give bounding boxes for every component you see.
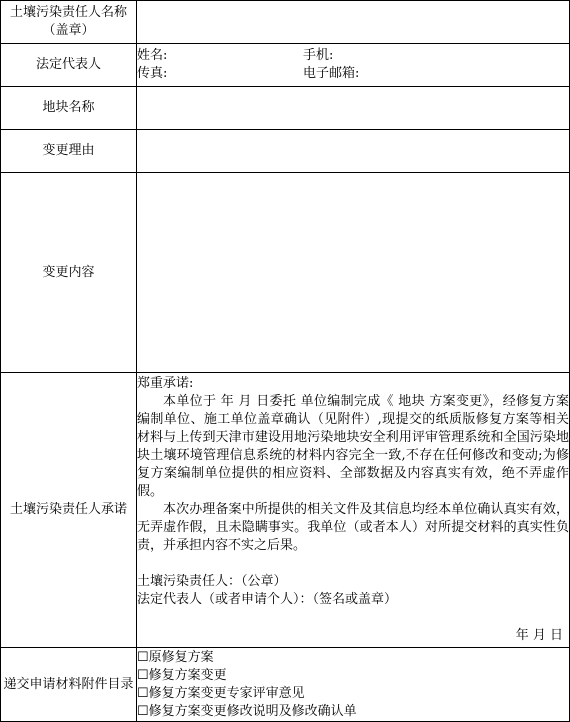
- name-label[interactable]: 姓名:: [137, 48, 168, 63]
- row-pledge: [1, 373, 570, 648]
- field-attachments: [137, 648, 570, 722]
- pledge-signature-legal-rep: 法定代表人（或者申请个人）：（签名或盖章）: [137, 592, 398, 607]
- row-legal-representative: [1, 44, 570, 87]
- label-responsible-party: 土壤污染责任人名称（盖章）: [1, 1, 137, 44]
- label-change-reason: 变更理由: [1, 130, 137, 173]
- field-change-content[interactable]: [137, 173, 570, 373]
- row-change-content: [1, 173, 570, 373]
- pledge-signature-responsible: 土壤污染责任人：（公章）: [137, 574, 287, 589]
- field-pledge: [137, 373, 570, 648]
- label-pledge: 土壤污染责任人承诺: [1, 373, 137, 648]
- pledge-paragraph-2: 本次办理备案中所提供的相关文件及其信息均经本单位确认真实有效，无弄虚作假，且未隐瞒事实。我单位（或者本人）对所提交材料的真实性负责，并承担内容不实之后果。: [137, 502, 569, 553]
- pledge-paragraph-1: 本单位于 年 月 日委托 单位编制完成《 地块 方案变更》，经修复方案编制单位、施工单位盖章确认（见附件）,现提交的纸质版修复方案等相关材料与上传到天津市建设用地污染地块安全利用评审管理系统和全国污染地块土壤环境管理信息系统的材料内容完全一致,不存在任何修改和变动;为修复方案编制单位提供的相应资料、全部数据及内容真实有效，绝不弄虚作假。: [137, 394, 569, 499]
- attachment-checkbox-original-plan[interactable]: ☐原修复方案: [137, 649, 214, 665]
- label-attachments: 递交申请材料附件目录: [1, 648, 137, 722]
- field-change-reason[interactable]: [137, 130, 570, 173]
- field-legal-representative: [137, 44, 570, 87]
- pledge-heading: 郑重承诺:: [137, 376, 194, 391]
- row-plot-name: [1, 87, 570, 130]
- field-responsible-party[interactable]: [137, 1, 570, 44]
- field-plot-name[interactable]: [137, 87, 570, 130]
- phone-label[interactable]: 手机:: [303, 48, 334, 63]
- label-plot-name: 地块名称: [1, 87, 137, 130]
- row-responsible-party: [1, 1, 570, 44]
- row-attachments: [1, 648, 570, 722]
- attachment-checkbox-expert-review[interactable]: ☐修复方案变更专家评审意见: [137, 685, 305, 701]
- pledge-date: 年 月 日: [515, 628, 563, 643]
- row-change-reason: [1, 130, 570, 173]
- email-label[interactable]: 电子邮箱:: [303, 66, 360, 81]
- label-legal-representative: 法定代表人: [1, 44, 137, 87]
- attachment-checkbox-revision-note[interactable]: ☐修复方案变更修改说明及修改确认单: [137, 703, 357, 719]
- attachment-checkbox-plan-change[interactable]: ☐修复方案变更: [137, 667, 227, 683]
- fax-label[interactable]: 传真:: [137, 66, 168, 81]
- label-change-content: 变更内容: [1, 173, 137, 373]
